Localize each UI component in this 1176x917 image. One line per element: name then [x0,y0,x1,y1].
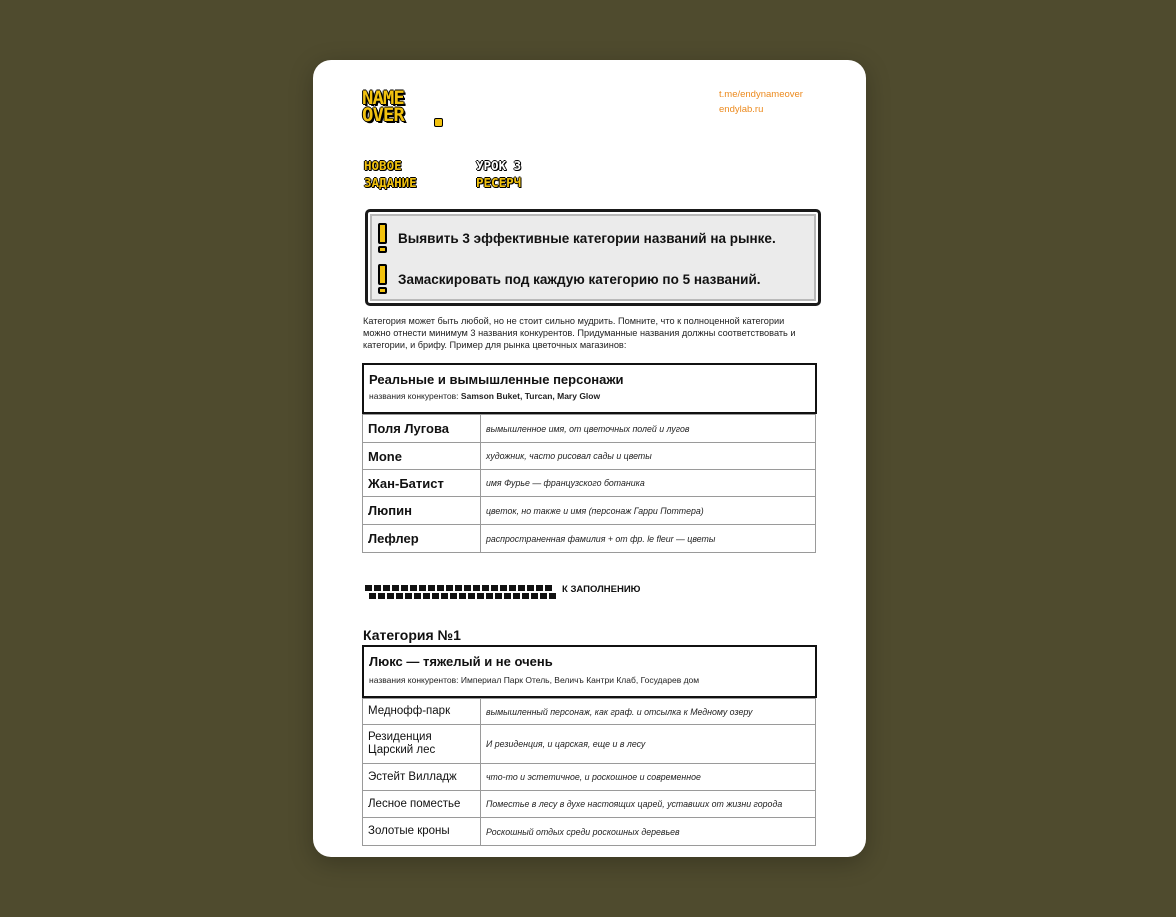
pixel-square [405,593,412,599]
pixel-square [437,585,444,591]
logo-line-1: NAME [362,87,404,109]
pixel-square [419,585,426,591]
pixel-square [441,593,448,599]
pixel-square [536,585,543,591]
pixel-square [549,593,556,599]
pixel-square [428,585,435,591]
category-1-header [362,645,817,698]
category-1-name-cell: Золотые кроны [363,818,481,846]
example-name-cell: Поля Лугова [363,415,481,443]
lesson-tag-line2: РЕСЕРЧ [476,175,522,190]
pixel-square [432,593,439,599]
example-category-header [362,363,817,414]
pixel-square [401,585,408,591]
example-competitors [364,387,815,401]
table-row [363,699,816,725]
category-1-heading: Категория №1 [363,627,461,643]
pixel-square [545,585,552,591]
category-1-desc-cell: И резиденция, и царская, еще и в лесу [481,725,816,764]
lesson-tag-line1: УРОК 3 [476,158,522,173]
pixel-square [365,585,372,591]
exclamation-icon [378,223,387,253]
pixel-square [459,593,466,599]
pixel-square [495,593,502,599]
pixel-square [540,593,547,599]
pixel-square [455,585,462,591]
table-row [363,443,816,470]
pixel-square [450,593,457,599]
pixel-square [513,593,520,599]
new-task-tag-line2: ЗАДАНИЕ [364,175,417,190]
pixel-square [414,593,421,599]
nameover-logo [362,87,448,130]
category-1-title: Люкс — тяжелый и не очень [369,654,553,669]
table-row [363,470,816,497]
new-task-tag [364,157,417,191]
pixel-square [396,593,403,599]
task-box [365,209,821,306]
logo-dot-icon [434,118,443,127]
table-row [363,525,816,553]
pixel-square [482,585,489,591]
example-name-cell: Моne [363,443,481,470]
table-row [363,497,816,525]
pixel-square [374,585,381,591]
example-competitors-names: Samson Buket, Turcan, Mary Glow [460,391,601,401]
example-desc-cell: вымышленное имя, от цветочных полей и лугов [481,415,816,443]
task-item-1 [378,223,776,253]
table-row [363,725,816,764]
example-table [362,414,816,553]
pixel-square [518,585,525,591]
pixel-square [473,585,480,591]
category-1-name-cell: Лесное поместье [363,791,481,818]
pixel-square [387,593,394,599]
table-row [363,415,816,443]
pixel-square [491,585,498,591]
category-1-name-cell: Эстейт Вилладж [363,764,481,791]
pixel-divider [365,585,556,601]
contact-links [719,87,803,117]
pixel-square [527,585,534,591]
pixel-square [369,593,376,599]
category-1-desc-cell: вымышленный персонаж, как граф. и отсылка к Медному озеру [481,699,816,725]
example-desc-cell: художник, часто рисовал сады и цветы [481,443,816,470]
intro-paragraph: Категория может быть любой, но не стоит сильно мудрить. Помните, что к полноценной категории можно отнести минимум 3 названия конкурентов. Придуманные названия должны соответствовать и категории, и брифу. Пример для рынка цветочных магазинов: [363,316,796,350]
category-1-desc-cell: что-то и эстетичное, и роскошное и современное [481,764,816,791]
table-row [363,818,816,846]
logo-line-2: OVER [362,104,404,126]
task-item-2 [378,264,761,294]
category-1-desc-cell: Роскошный отдых среди роскошных деревьев [481,818,816,846]
new-task-tag-line1: НОВОЕ [364,158,402,173]
example-name-cell: Лефлер [363,525,481,553]
pixel-square [477,593,484,599]
pixel-square [486,593,493,599]
pixel-square [446,585,453,591]
pixel-square [531,593,538,599]
example-category-title: Реальные и вымышленные персонажи [369,372,624,387]
website-link[interactable]: endylab.ru [719,104,764,115]
category-1-competitors: названия конкурентов: Империал Парк Отель, Величъ Кантри Клаб, Государев дом [369,675,700,685]
category-1-table [362,698,816,846]
telegram-link[interactable]: t.me/endynameover [719,89,803,100]
category-1-name-cell: Резиденция Царский лес [363,725,481,764]
pixel-square [500,585,507,591]
lesson-tag [476,157,521,191]
pixel-square [378,593,385,599]
example-desc-cell: цветок, но также и имя (персонаж Гарри Поттера) [481,497,816,525]
pixel-square [392,585,399,591]
example-desc-cell: имя Фурье — французского ботаника [481,470,816,497]
example-desc-cell: распространенная фамилия + от фр. le fleur — цветы [481,525,816,553]
pixel-square [464,585,471,591]
category-1-desc-cell: Поместье в лесу в духе настоящих царей, уставших от жизни города [481,791,816,818]
exclamation-icon [378,264,387,294]
table-row [363,764,816,791]
category-1-name-cell: Меднофф-парк [363,699,481,725]
fill-section-label: К ЗАПОЛНЕНИЮ [562,584,641,595]
pixel-square [522,593,529,599]
task-text-1: Выявить 3 эффективные категории названий на рынке. [398,230,776,246]
pixel-square [468,593,475,599]
table-row [363,791,816,818]
example-competitors-label: названия конкурентов: [369,391,459,401]
pixel-square [383,585,390,591]
task-text-2: Замаскировать под каждую категорию по 5 названий. [398,271,761,287]
pixel-square [423,593,430,599]
example-name-cell: Жан-Батист [363,470,481,497]
pixel-square [509,585,516,591]
pixel-square [504,593,511,599]
example-name-cell: Люпин [363,497,481,525]
document-page [313,60,866,857]
pixel-square [410,585,417,591]
